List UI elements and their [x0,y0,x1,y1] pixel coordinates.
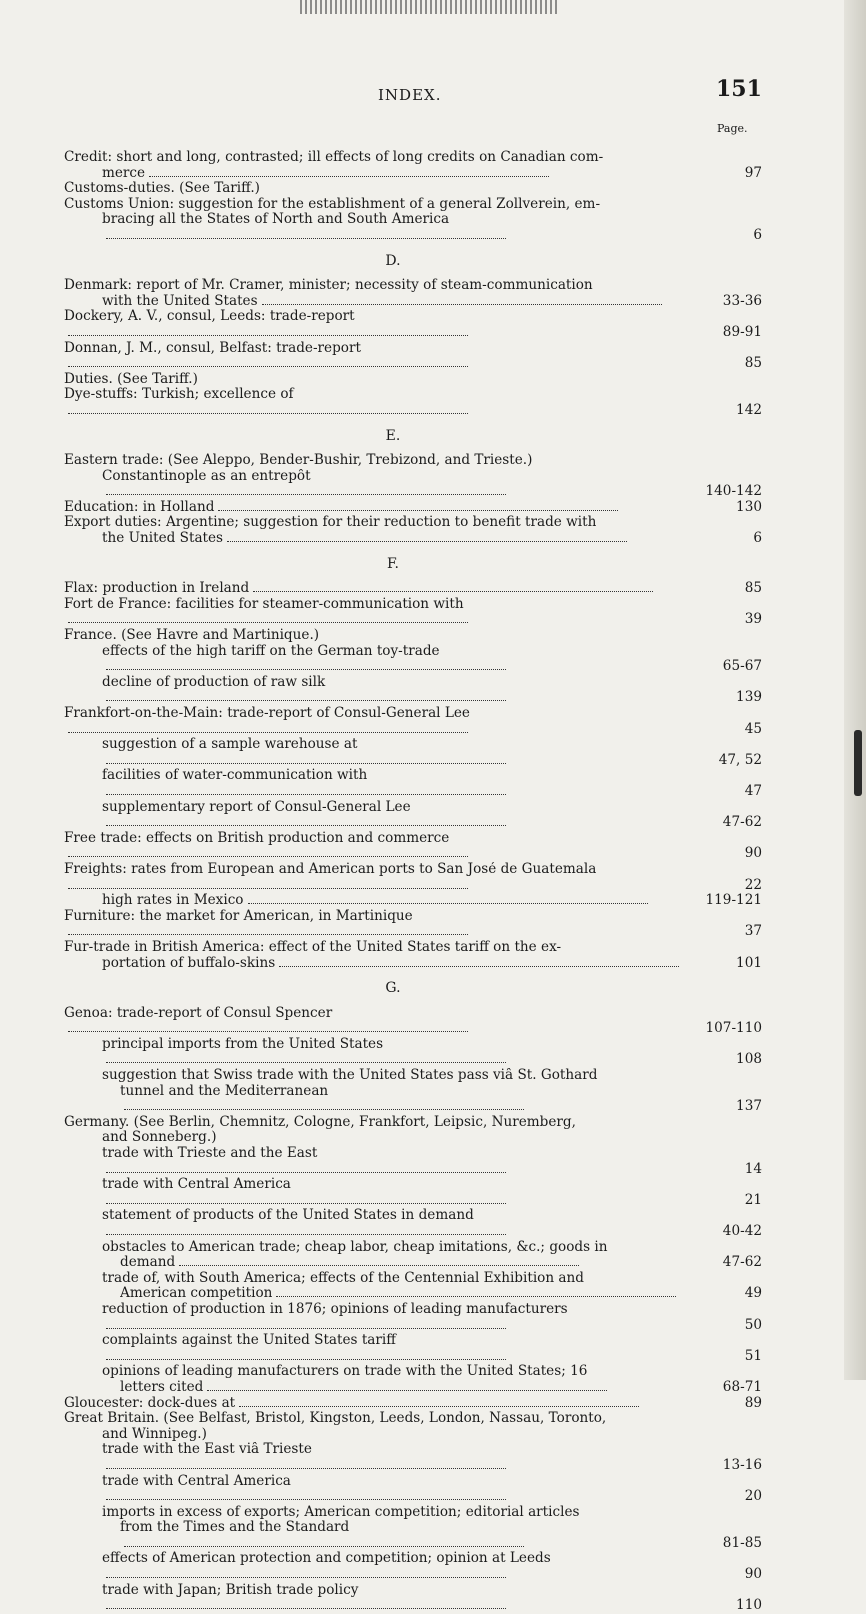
dot-leader [106,794,506,795]
entry-label: Export duties: Argentine; suggestion for their reduction to benefit trade with [64,515,597,531]
page-number: 151 [716,76,762,102]
dot-leader [124,1109,524,1110]
index-entry [64,1286,762,1302]
entry-page: 21 [744,1191,762,1208]
index-entry [64,150,762,166]
entry-label: merce [102,165,146,181]
dot-leader [106,669,506,670]
index-entry [64,515,762,531]
dot-leader [106,1328,506,1329]
index-entry [64,1271,762,1287]
scan-smudge [300,0,560,14]
entry-text [102,469,686,500]
entry-text [102,1333,686,1364]
entry-page: 68-71 [722,1378,762,1395]
index-entry [64,893,762,909]
index-entry [64,166,762,182]
entry-label: American competition [120,1286,273,1302]
index-entry [64,1177,762,1208]
entry-label: Denmark: report of Mr. Cramer, minister; necessity of steam-communication [64,278,593,294]
dot-leader [68,622,468,623]
index-body [64,150,762,1614]
entry-text [102,1240,686,1256]
entry-text [102,531,686,547]
entry-text [64,372,686,388]
index-entry [64,1364,762,1380]
entry-text [120,1255,686,1271]
index-entry [64,181,762,197]
entry-text [102,1364,686,1380]
entry-label: letters cited [120,1379,204,1395]
section-letter: F. [387,555,399,572]
page-header [0,74,866,108]
entry-text [64,181,686,197]
entry-text [102,1037,686,1068]
entry-text [64,1006,686,1037]
dot-leader [248,903,648,904]
dot-leader [276,1296,676,1297]
entry-text [102,956,686,972]
index-entry [64,1551,762,1582]
entry-page: 13-16 [722,1456,762,1473]
dot-leader [106,1608,506,1609]
dot-leader [124,1546,524,1547]
entry-label: demand [120,1255,176,1271]
dot-leader [106,1359,506,1360]
index-entry [64,341,762,372]
entry-page: 97 [744,164,762,181]
index-entry [64,628,762,644]
entry-page: 6 [753,530,762,547]
index-entry [64,372,762,388]
entry-page: 47 [744,782,762,799]
entry-page: 6 [753,226,762,243]
index-entry [64,1333,762,1364]
dot-leader [68,888,468,889]
entry-text [102,737,686,768]
dot-leader [68,934,468,935]
index-entry [64,1006,762,1037]
index-entry [64,1240,762,1256]
entry-page: 142 [736,401,762,418]
entry-page: 45 [744,720,762,737]
entry-text [64,1396,686,1412]
entry-text [64,150,686,166]
index-entry [64,644,762,675]
entry-page: 81-85 [722,1534,762,1551]
entry-text [64,862,686,893]
entry-text [102,1302,686,1333]
entry-text [102,800,686,831]
running-head: INDEX. [378,86,442,104]
entry-text [64,309,686,340]
entry-text [64,515,686,531]
entry-text [64,597,686,628]
index-entry [64,531,762,547]
entry-text [64,581,686,597]
entry-text [102,893,686,909]
entry-page: 47, 52 [718,751,762,768]
entry-label: Duties. (See Tariff.) [64,371,198,387]
index-entry [64,581,762,597]
entry-label: Dye-stuffs: Turkish; excellence of [64,387,294,403]
section-letter: D. [385,252,401,269]
entry-label: Eastern trade: (See Aleppo, Bender-Bushir, Trebizond, and Trieste.) [64,453,533,469]
dot-leader [68,1031,468,1032]
entry-text [102,1208,686,1239]
index-entry [64,469,762,500]
entry-text [64,341,686,372]
entry-page: 130 [736,498,762,515]
dot-leader [207,1390,607,1391]
entry-text [102,1177,686,1208]
entry-label: trade with the East viâ Trieste [102,1442,312,1458]
index-entry [64,862,762,893]
entry-label: tunnel and the Mediterranean [120,1083,329,1099]
entry-text [102,1551,686,1582]
entry-page: 39 [744,611,762,628]
entry-page: 33-36 [722,292,762,309]
entry-text [64,831,686,862]
entry-text [102,1146,686,1177]
dot-leader [106,1062,506,1063]
entry-page: 110 [736,1597,762,1614]
entry-label: statement of products of the United States in demand [102,1208,474,1224]
entry-text [64,278,686,294]
entry-page: 47-62 [722,1254,762,1271]
index-entry [64,706,762,737]
entry-label: trade of, with South America; effects of the Centennial Exhibition and [102,1270,584,1286]
index-entry [64,1396,762,1412]
edge-mark [854,730,862,796]
entry-label: Donnan, J. M., consul, Belfast: trade-report [64,340,361,356]
index-entry [64,1474,762,1505]
dot-leader [149,176,549,177]
entry-text [64,1115,686,1131]
entry-page: 51 [744,1347,762,1364]
entry-label: trade with Central America [102,1177,291,1193]
entry-label: supplementary report of Consul-General Lee [102,799,411,815]
entry-text [102,1583,686,1614]
entry-label: trade with Trieste and the East [102,1146,318,1162]
index-entry [64,1302,762,1333]
entry-text [102,1442,686,1473]
entry-label: Constantinople as an entrepôt [102,468,311,484]
dot-leader [68,413,468,414]
entry-page: 139 [736,689,762,706]
entry-page: 107-110 [705,1020,762,1037]
entry-text [120,1286,686,1302]
dot-leader [68,856,468,857]
index-entry [64,1505,762,1521]
entry-label: opinions of leading manufacturers on trade with the United States; 16 [102,1364,588,1380]
index-entry [64,1208,762,1239]
dot-leader [106,238,506,239]
entry-text [102,1130,686,1146]
entry-page: 14 [744,1160,762,1177]
index-entry [64,278,762,294]
index-entry [64,1130,762,1146]
entry-label: Flax: production in Ireland [64,581,250,597]
entry-label: trade with Japan; British trade policy [102,1582,359,1598]
section-letter: E. [385,427,401,444]
dot-leader [239,1406,639,1407]
index-entry [64,309,762,340]
entry-label: Fur-trade in British America: effect of the United States tariff on the ex- [64,939,562,955]
entry-label: imports in excess of exports; American competition; editorial articles [102,1504,580,1520]
dot-leader [106,1499,506,1500]
entry-page: 37 [744,923,762,940]
entry-text [64,500,686,516]
page-edge [844,0,866,1380]
entry-page: 47-62 [722,814,762,831]
index-entry [64,956,762,972]
dot-leader [106,1172,506,1173]
entry-text [102,166,686,182]
entry-label: Furniture: the market for American, in Martinique [64,908,413,924]
entry-label: Free trade: effects on British production and commerce [64,830,450,846]
entry-label: and Winnipeg.) [102,1426,207,1442]
entry-label: bracing all the States of North and South America [102,212,450,228]
dot-leader [218,510,618,511]
index-entry [64,1583,762,1614]
entry-label: Germany. (See Berlin, Chemnitz, Cologne, Frankfort, Leipsic, Nuremberg, [64,1114,576,1130]
entry-text [102,644,686,675]
dot-leader [106,494,506,495]
index-entry [64,1255,762,1271]
entry-label: Credit: short and long, contrasted; ill effects of long credits on Canadian com- [64,150,604,165]
entry-label: Freights: rates from European and American ports to San José de Guatemala [64,861,597,877]
dot-leader [68,335,468,336]
entry-label: Customs Union: suggestion for the establishment of a general Zollverein, em- [64,196,601,212]
entry-label: and Sonneberg.) [102,1130,217,1146]
index-entry [64,212,762,243]
entry-label: complaints against the United States tariff [102,1333,396,1349]
entry-page: 49 [744,1285,762,1302]
entry-page: 89 [744,1394,762,1411]
dot-leader [253,591,653,592]
entry-label: the United States [102,531,224,547]
index-entry [64,940,762,956]
entry-text [64,940,686,956]
index-entry [64,1442,762,1473]
dot-leader [68,732,468,733]
page-column-label: Page. [717,122,748,135]
entry-text [102,1427,686,1443]
entry-label: Fort de France: facilities for steamer-communication with [64,596,464,612]
entry-label: effects of American protection and competition; opinion at Leeds [102,1551,551,1567]
entry-text [102,212,686,243]
entry-text [102,1068,686,1084]
index-entry [64,597,762,628]
dot-leader [106,700,506,701]
entry-label: Dockery, A. V., consul, Leeds: trade-report [64,309,355,325]
index-entry [64,1146,762,1177]
entry-label: high rates in Mexico [102,893,244,909]
index-entry [64,1411,762,1427]
entry-label: Education: in Holland [64,499,215,515]
index-entry [64,1068,762,1084]
entry-label: principal imports from the United States [102,1036,384,1052]
entry-text [64,706,686,737]
entry-text [64,453,686,469]
entry-text [120,1520,686,1551]
entry-label: suggestion that Swiss trade with the United States pass viâ St. Gothard [102,1068,598,1084]
entry-text [102,1271,686,1287]
index-entry [64,1380,762,1396]
dot-leader [106,825,506,826]
index-entry [64,1115,762,1131]
entry-page: 90 [744,1566,762,1583]
entry-text [64,909,686,940]
entry-text [64,387,686,418]
dot-leader [279,966,679,967]
entry-page: 137 [736,1098,762,1115]
entry-page: 101 [736,954,762,971]
entry-page: 140-142 [705,483,762,500]
entry-text [102,768,686,799]
entry-page: 50 [744,1316,762,1333]
index-entry [64,453,762,469]
dot-leader [227,541,627,542]
entry-page: 20 [744,1488,762,1505]
index-entry [64,831,762,862]
entry-text [64,628,686,644]
index-entry [64,387,762,418]
entry-page: 65-67 [722,658,762,675]
entry-page: 22 [744,876,762,893]
dot-leader [106,1203,506,1204]
index-entry [64,1427,762,1443]
entry-label: trade with Central America [102,1473,291,1489]
entry-label: Genoa: trade-report of Consul Spencer [64,1005,333,1021]
dot-leader [179,1265,579,1266]
entry-text [102,1474,686,1505]
entry-label: decline of production of raw silk [102,674,326,690]
index-entry [64,1037,762,1068]
entry-text [102,1505,686,1521]
index-entry [64,1084,762,1115]
entry-page: 40-42 [722,1223,762,1239]
entry-label: suggestion of a sample warehouse at [102,737,358,753]
index-entry [64,1520,762,1551]
entry-label: from the Times and the Standard [120,1520,350,1536]
entry-page: 89-91 [722,323,762,340]
entry-label: facilities of water-communication with [102,768,368,784]
dot-leader [106,1234,506,1235]
index-entry [64,500,762,516]
entry-text [64,197,686,213]
dot-leader [68,366,468,367]
entry-label: Gloucester: dock-dues at [64,1395,236,1411]
index-entry [64,768,762,799]
entry-text [120,1084,686,1115]
entry-label: obstacles to American trade; cheap labor, cheap imitations, &c.; goods in [102,1239,608,1255]
index-entry [64,675,762,706]
section-letter: G. [385,980,401,997]
entry-label: reduction of production in 1876; opinions of leading manufacturers [102,1301,568,1317]
dot-leader [106,1468,506,1469]
entry-text [64,1411,686,1427]
index-entry [64,197,762,213]
entry-label: effects of the high tariff on the German toy-trade [102,643,440,659]
entry-page: 85 [744,580,762,597]
entry-label: Great Britain. (See Belfast, Bristol, Kingston, Leeds, London, Nassau, Toronto, [64,1411,607,1427]
dot-leader [106,763,506,764]
index-entry [64,737,762,768]
entry-page: 85 [744,355,762,372]
entry-page: 90 [744,845,762,862]
entry-label: Frankfort-on-the-Main: trade-report of Consul-General Lee [64,706,470,721]
entry-text [102,294,686,310]
entry-label: portation of buffalo-skins [102,955,276,971]
entry-page: 108 [736,1051,762,1068]
entry-label: Customs-duties. (See Tariff.) [64,181,260,197]
entry-page: 119-121 [705,892,762,909]
index-entry [64,909,762,940]
dot-leader [106,1577,506,1578]
index-entry [64,800,762,831]
index-entry [64,294,762,310]
entry-label: with the United States [102,293,258,309]
entry-text [102,675,686,706]
entry-text [120,1380,686,1396]
entry-label: France. (See Havre and Martinique.) [64,628,320,644]
dot-leader [262,304,662,305]
